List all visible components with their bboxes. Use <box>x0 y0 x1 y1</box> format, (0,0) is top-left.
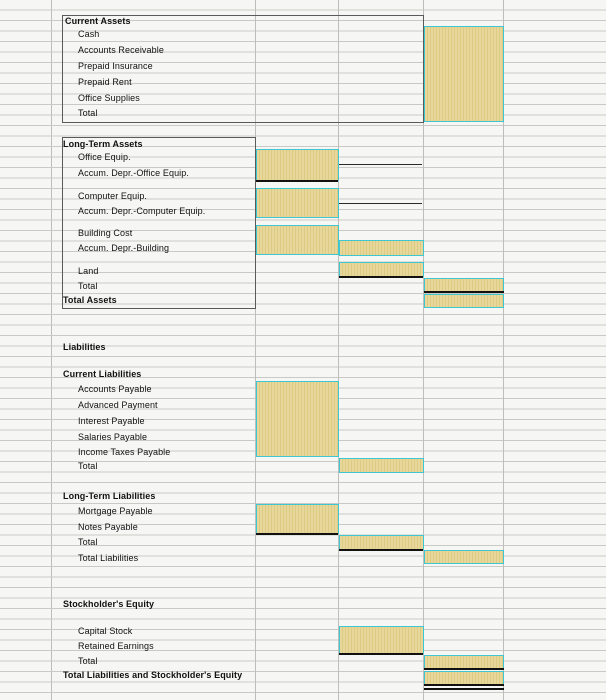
subtotal-underline <box>256 180 338 182</box>
grand-total-underline-top <box>424 684 504 686</box>
total-liabilities-cell[interactable] <box>424 550 504 564</box>
accounts-receivable-label: Accounts Receivable <box>78 45 164 55</box>
computer-equip-net-cell[interactable] <box>339 203 422 204</box>
accum-depr-office-equip-label: Accum. Depr.-Office Equip. <box>78 168 189 178</box>
total-assets-label: Total Assets <box>63 295 117 305</box>
office-supplies-label: Office Supplies <box>78 93 140 103</box>
computer-equip-label: Computer Equip. <box>78 191 148 201</box>
total-assets-cell[interactable] <box>424 294 504 308</box>
long-term-assets-total-label: Total <box>78 281 98 291</box>
current-assets-total-label: Total <box>78 108 98 118</box>
equity-input-cells[interactable] <box>339 626 424 654</box>
income-taxes-payable-label: Income Taxes Payable <box>78 447 171 457</box>
current-liabilities-input-cells[interactable] <box>256 381 339 457</box>
computer-equip-input-cells[interactable] <box>256 188 339 218</box>
long-term-liabilities-header: Long-Term Liabilities <box>63 491 156 501</box>
advanced-payment-label: Advanced Payment <box>78 400 158 410</box>
current-assets-header: Current Assets <box>65 16 131 26</box>
land-label: Land <box>78 266 99 276</box>
long-term-liabilities-total-label: Total <box>78 537 98 547</box>
office-equip-input-cells[interactable] <box>256 149 339 181</box>
long-term-liabilities-total-cell[interactable] <box>339 535 424 550</box>
capital-stock-label: Capital Stock <box>78 626 133 636</box>
salaries-payable-label: Salaries Payable <box>78 432 148 442</box>
equity-total-label: Total <box>78 656 98 666</box>
notes-payable-label: Notes Payable <box>78 522 138 532</box>
grand-total-underline-bottom <box>424 688 504 690</box>
current-assets-input-cells[interactable] <box>424 26 504 122</box>
mortgage-payable-label: Mortgage Payable <box>78 506 153 516</box>
building-cost-label: Building Cost <box>78 228 133 238</box>
accum-depr-building-label: Accum. Depr.-Building <box>78 243 170 253</box>
long-term-total-underline <box>339 549 423 551</box>
prepaid-rent-label: Prepaid Rent <box>78 77 132 87</box>
equity-underline <box>339 653 423 655</box>
long-term-assets-header: Long-Term Assets <box>63 139 143 149</box>
building-input-cells[interactable] <box>256 225 339 255</box>
office-equip-label: Office Equip. <box>78 152 131 162</box>
current-liabilities-total-cell[interactable] <box>339 458 424 473</box>
total-liabilities-equity-cell[interactable] <box>424 671 504 685</box>
retained-earnings-label: Retained Earnings <box>78 641 154 651</box>
equity-total-cell[interactable] <box>424 655 504 669</box>
prepaid-insurance-label: Prepaid Insurance <box>78 61 153 71</box>
total-liabilities-label: Total Liabilities <box>78 553 139 563</box>
current-liabilities-total-label: Total <box>78 461 98 471</box>
liabilities-header: Liabilities <box>63 342 106 352</box>
long-term-liabilities-underline <box>256 533 338 535</box>
interest-payable-label: Interest Payable <box>78 416 145 426</box>
long-term-liabilities-input-cells[interactable] <box>256 504 339 534</box>
accum-depr-computer-equip-label: Accum. Depr.-Computer Equip. <box>78 206 206 216</box>
stockholders-equity-header: Stockholder's Equity <box>63 599 155 609</box>
current-liabilities-header: Current Liabilities <box>63 369 142 379</box>
land-input-cell[interactable] <box>339 262 424 277</box>
cash-label: Cash <box>78 29 100 39</box>
building-net-cell[interactable] <box>339 240 424 256</box>
equity-total-underline <box>424 668 504 670</box>
long-term-total-cell[interactable] <box>424 278 504 292</box>
total-assets-underline <box>424 291 504 293</box>
total-liabilities-equity-label: Total Liabilities and Stockholder's Equity <box>63 670 243 680</box>
land-underline <box>339 276 423 278</box>
office-equip-net-cell[interactable] <box>339 164 422 165</box>
accounts-payable-label: Accounts Payable <box>78 384 152 394</box>
